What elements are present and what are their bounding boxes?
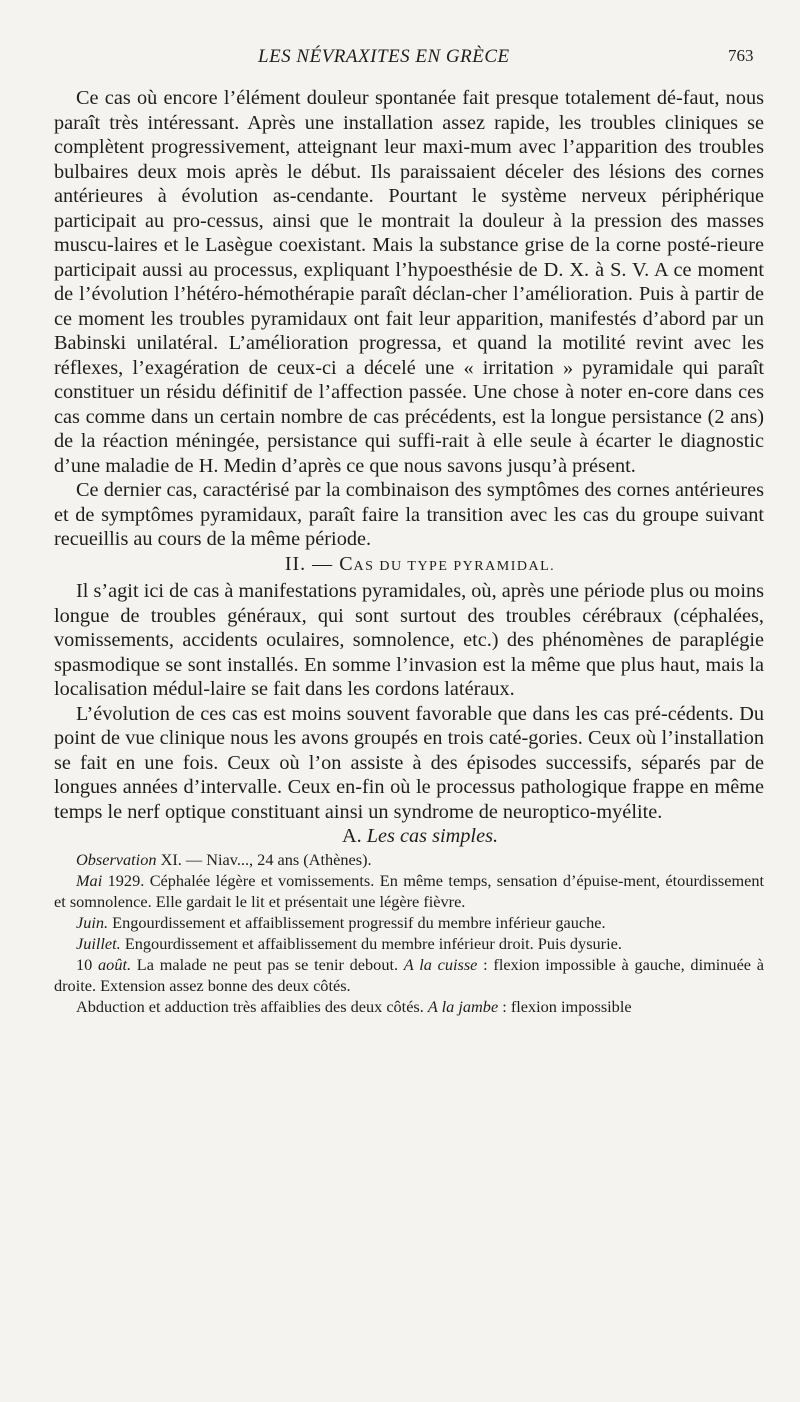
observation-entry <box>54 912 764 933</box>
observation-entry <box>54 933 764 954</box>
observation-intro-text: XI. — Niav..., 24 ans (Athènes). <box>156 849 372 869</box>
subsection-letter: A. <box>341 825 367 847</box>
observation-block <box>54 849 764 1017</box>
subsection-heading <box>54 824 764 849</box>
observation-entry-aout <box>54 954 764 996</box>
body-text <box>54 86 764 1017</box>
paragraph-4: L’évolution de ces cas est moins souvent favorable que dans les cas pré-cédents. Du point de vue clinique nous les avons groupés en trois caté-gories. Ceux où l’installation se fait en une fois. Ceux où l’on assiste à des épisodes successifs, séparés par de longues années d’intervalle. Ceux en-fin où le processus pathologique frappe en même temps le nerf optique constituant ainsi un syndrome de neuroptico-myélite. <box>54 702 764 823</box>
aout-prefix: 10 <box>76 954 99 974</box>
section-heading <box>54 552 764 580</box>
aout-date: août. <box>98 954 132 974</box>
last-text-1: Abduction et adduction très affaiblies des deux côtés. <box>76 996 428 1016</box>
section-number: II. — <box>284 552 340 575</box>
paragraph-1: Ce cas où encore l’élément douleur spontanée fait presque totalement dé-faut, nous paraît très intéressant. Après une installation assez rapide, les troubles cliniques se complètent progressivement, atteignant leur maxi-mum avec l’apparition des troubles bulbaires deux mois après le début. Ils paraissaient déceler des lésions des cornes antérieures à évolution as-cendante. Pourtant le système nerveux périphérique participait au pro-cessus, ainsi que le montrait la douleur à la pression des masses muscu-laires et le Lasègue coexistant. Mais la substance grise de la corne posté-rieure participait aussi au processus, expliquant l’hypoesthésie de D. X. à S. V. A ce moment de l’évolution l’hétéro-hémothérapie paraît déclan-cher l’amélioration. Puis à partir de ce moment les troubles pyramidaux ont fait leur apparition, manifestés d’abord par un Babinski unilatéral. L’amélioration progressa, et quand la motilité revint avec les réflexes, l’exagération de ceux-ci a décelé une « irritation » pyramidale qui paraît constituer un résidu définitif de l’affection passée. Une chose à noter en-core dans ces cas comme dans un certain nombre de cas précédents, est la longue persistance (2 ans) de la réaction méningée, persistance qui suffi-rait à elle seule à écarter le diagnostic d’une maladie de H. Medin d’après ce que nous savons jusqu’à présent. <box>54 87 764 477</box>
entry-text: Engourdissement et affaiblissement du membre inférieur droit. Puis dysurie. <box>120 933 622 953</box>
entry-date: Juin. <box>76 912 109 932</box>
page-number: 763 <box>728 46 754 65</box>
aout-text-2: : flexion impossible à gauche, diminuée à droite. Extension assez bonne des deux côtés. <box>54 954 764 995</box>
running-title: LES NÉVRAXITES EN GRÈCE <box>258 46 510 67</box>
aout-text-1: La malade ne peut pas se tenir debout. <box>131 954 404 974</box>
last-jambe: A la jambe <box>427 996 499 1016</box>
observation-entry-last <box>54 996 764 1017</box>
entry-date: Juillet. <box>76 933 121 953</box>
subsection-title: Les cas simples. <box>366 825 499 847</box>
aout-cuisse: A la cuisse <box>403 954 478 974</box>
observation-label: Observation <box>76 849 157 869</box>
entry-text: 1929. Céphalée légère et vomissements. En même temps, sensation d’épuise-ment, étourdissement et somnolence. Elle gardait le lit et présentait une légère fièvre. <box>54 870 764 911</box>
section-title-initial: C <box>339 552 354 575</box>
running-header <box>0 46 800 74</box>
paragraph-3: Il s’agit ici de cas à manifestations pyramidales, où, après une période plus ou moins longue de troubles généraux, qui sont surtout des troubles cérébraux (céphalées, vomissements, accidents oculaires, somnolence, etc.) des phénomènes de paraplégie spasmodique se sont installés. En somme l’invasion est la même que plus haut, mais la localisation médul-laire se fait dans les cordons latéraux. <box>54 580 764 700</box>
observation-entry <box>54 870 764 912</box>
section-title-rest: AS DU TYPE PYRAMIDAL. <box>353 558 556 574</box>
entry-date: Mai <box>76 870 103 890</box>
last-text-2: : flexion impossible <box>498 996 632 1016</box>
observation-intro <box>54 849 764 870</box>
entry-text: Engourdissement et affaiblissement progressif du membre inférieur gauche. <box>108 912 606 932</box>
paragraph-2: Ce dernier cas, caractérisé par la combinaison des symptômes des cornes antérieures et de symptômes pyramidaux, paraît faire la transition avec les cas du groupe suivant recueillis au cours de la même période. <box>54 479 764 550</box>
